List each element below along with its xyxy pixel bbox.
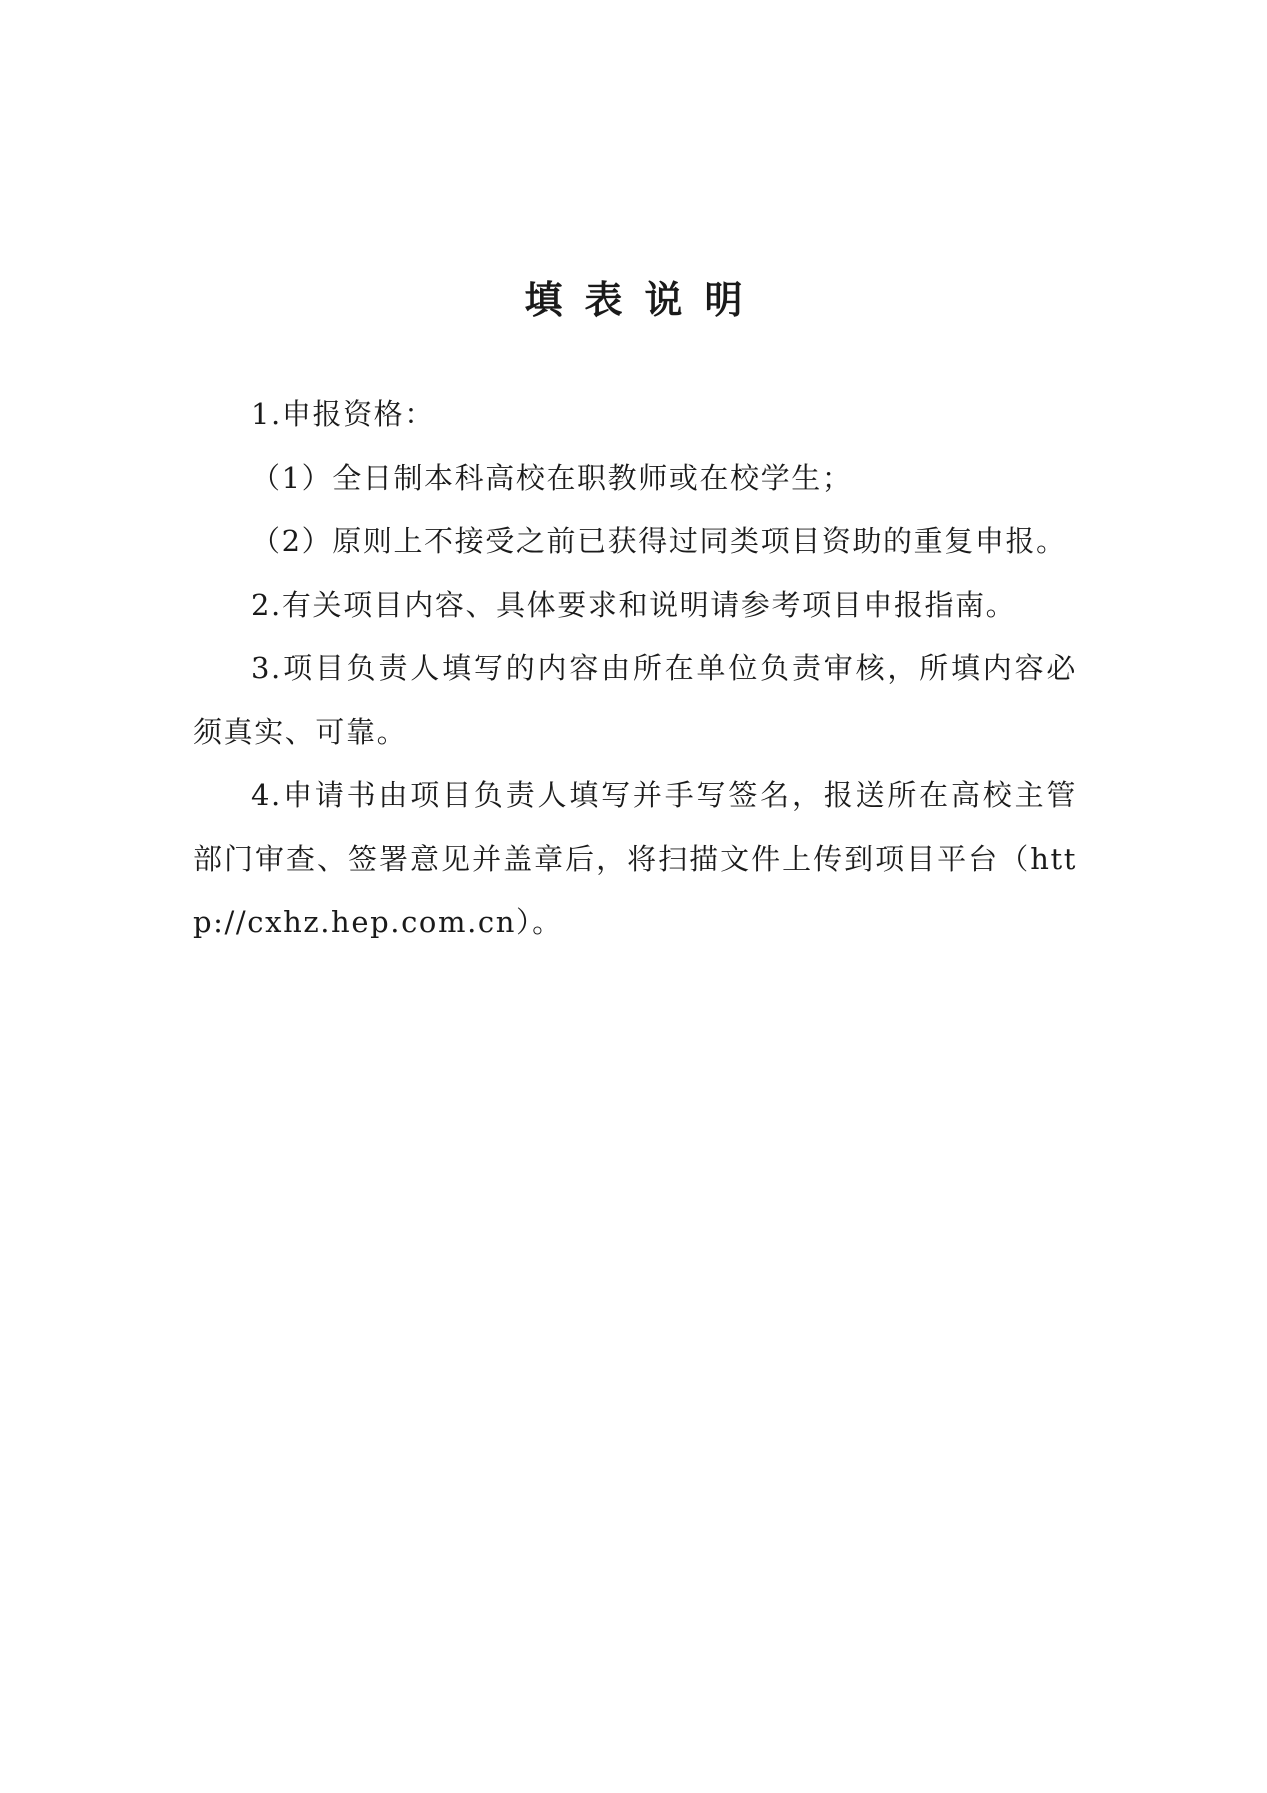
instructions-body: [193, 383, 1077, 955]
paragraph-submission: 4.申请书由项目负责人填写并手写签名，报送所在高校主管部门审查、签署意见并盖章后，将扫描文件上传到项目平台（http://cxhz.hep.com.cn）。: [193, 778, 1077, 939]
paragraph-eligibility-heading: 1.申报资格：: [251, 397, 435, 431]
paragraph-review: 3.项目负责人填写的内容由所在单位负责审核，所填内容必须真实、可靠。: [193, 651, 1077, 749]
paragraph-eligibility-item-2: （2）原则上不接受之前已获得过同类项目资助的重复申报。: [251, 524, 1067, 558]
paragraph-eligibility-item-1: （1）全日制本科高校在职教师或在校学生；: [251, 460, 853, 495]
paragraph-project-guide: 2.有关项目内容、具体要求和说明请参考项目申报指南。: [251, 587, 1017, 622]
page-title: 填表说明: [524, 278, 765, 323]
